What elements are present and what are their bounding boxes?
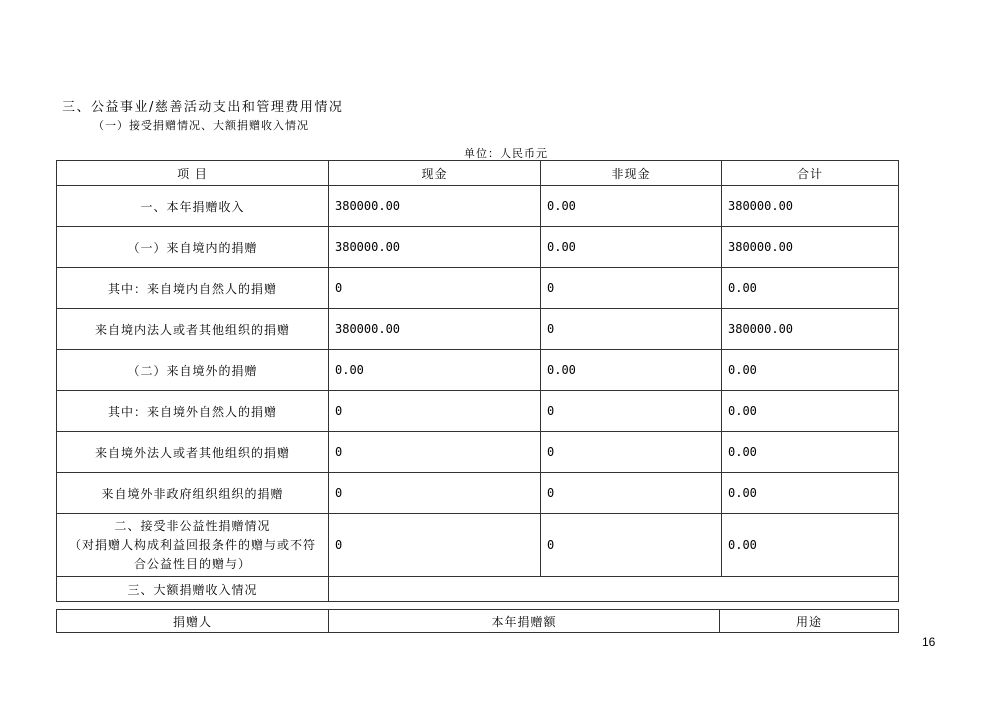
row-label: 其中：来自境外自然人的捐赠 <box>57 391 329 432</box>
cash-value: 0 <box>329 391 541 432</box>
total-value: 0.00 <box>722 473 899 514</box>
row-label: 来自境内法人或者其他组织的捐赠 <box>57 309 329 350</box>
table-row <box>57 186 899 227</box>
cash-value: 0 <box>329 432 541 473</box>
cash-value: 380000.00 <box>329 309 541 350</box>
section-heading: 三、公益事业/慈善活动支出和管理费用情况 <box>62 100 344 115</box>
large-donation-table <box>56 609 899 633</box>
row-label: 来自境外法人或者其他组织的捐赠 <box>57 432 329 473</box>
total-value: 380000.00 <box>722 309 899 350</box>
total-value: 380000.00 <box>722 186 899 227</box>
noncash-value: 0 <box>541 391 722 432</box>
large-table-header-row <box>57 610 899 633</box>
row-label: 一、本年捐赠收入 <box>57 186 329 227</box>
noncash-value: 0 <box>541 514 722 577</box>
row-label: 来自境外非政府组织组织的捐赠 <box>57 473 329 514</box>
cash-value: 0 <box>329 473 541 514</box>
nonpublic-label-line2: （对捐赠人构成利益回报条件的赠与或不符 <box>68 537 316 552</box>
table-row <box>57 350 899 391</box>
row-label: 其中：来自境内自然人的捐赠 <box>57 268 329 309</box>
donation-table <box>56 160 899 602</box>
nonpublic-label-line1: 二、接受非公益性捐赠情况 <box>114 518 271 533</box>
table-header-row <box>57 161 899 186</box>
table-row <box>57 268 899 309</box>
total-value: 380000.00 <box>722 227 899 268</box>
noncash-value: 0.00 <box>541 350 722 391</box>
header-cash: 现金 <box>329 161 541 186</box>
header-noncash: 非现金 <box>541 161 722 186</box>
row-label: （二）来自境外的捐赠 <box>57 350 329 391</box>
page-number: 16 <box>922 635 936 649</box>
table-row-nonpublic <box>57 514 899 577</box>
cash-value: 380000.00 <box>329 227 541 268</box>
nonpublic-label-line3: 合公益性目的赠与） <box>133 556 251 571</box>
nonpublic-label <box>57 514 329 577</box>
header-donor: 捐赠人 <box>57 610 329 633</box>
large-section-blank <box>329 577 899 602</box>
cash-value: 0 <box>329 268 541 309</box>
subsection-heading: （一）接受捐赠情况、大额捐赠收入情况 <box>93 119 309 132</box>
row-label: （一）来自境内的捐赠 <box>57 227 329 268</box>
table-row <box>57 473 899 514</box>
table-row <box>57 391 899 432</box>
noncash-value: 0.00 <box>541 186 722 227</box>
table-row <box>57 309 899 350</box>
noncash-value: 0 <box>541 268 722 309</box>
table-row-large-section <box>57 577 899 602</box>
total-value: 0.00 <box>722 514 899 577</box>
header-annual-amount: 本年捐赠额 <box>329 610 720 633</box>
cash-value: 0 <box>329 514 541 577</box>
unit-label: 单位：人民币元 <box>464 147 548 160</box>
large-section-label: 三、大额捐赠收入情况 <box>57 577 329 602</box>
noncash-value: 0 <box>541 309 722 350</box>
total-value: 0.00 <box>722 350 899 391</box>
header-purpose: 用途 <box>720 610 899 633</box>
header-total: 合计 <box>722 161 899 186</box>
noncash-value: 0 <box>541 432 722 473</box>
total-value: 0.00 <box>722 391 899 432</box>
header-item: 项 目 <box>57 161 329 186</box>
total-value: 0.00 <box>722 268 899 309</box>
noncash-value: 0.00 <box>541 227 722 268</box>
total-value: 0.00 <box>722 432 899 473</box>
cash-value: 0.00 <box>329 350 541 391</box>
noncash-value: 0 <box>541 473 722 514</box>
table-row <box>57 432 899 473</box>
table-row <box>57 227 899 268</box>
cash-value: 380000.00 <box>329 186 541 227</box>
